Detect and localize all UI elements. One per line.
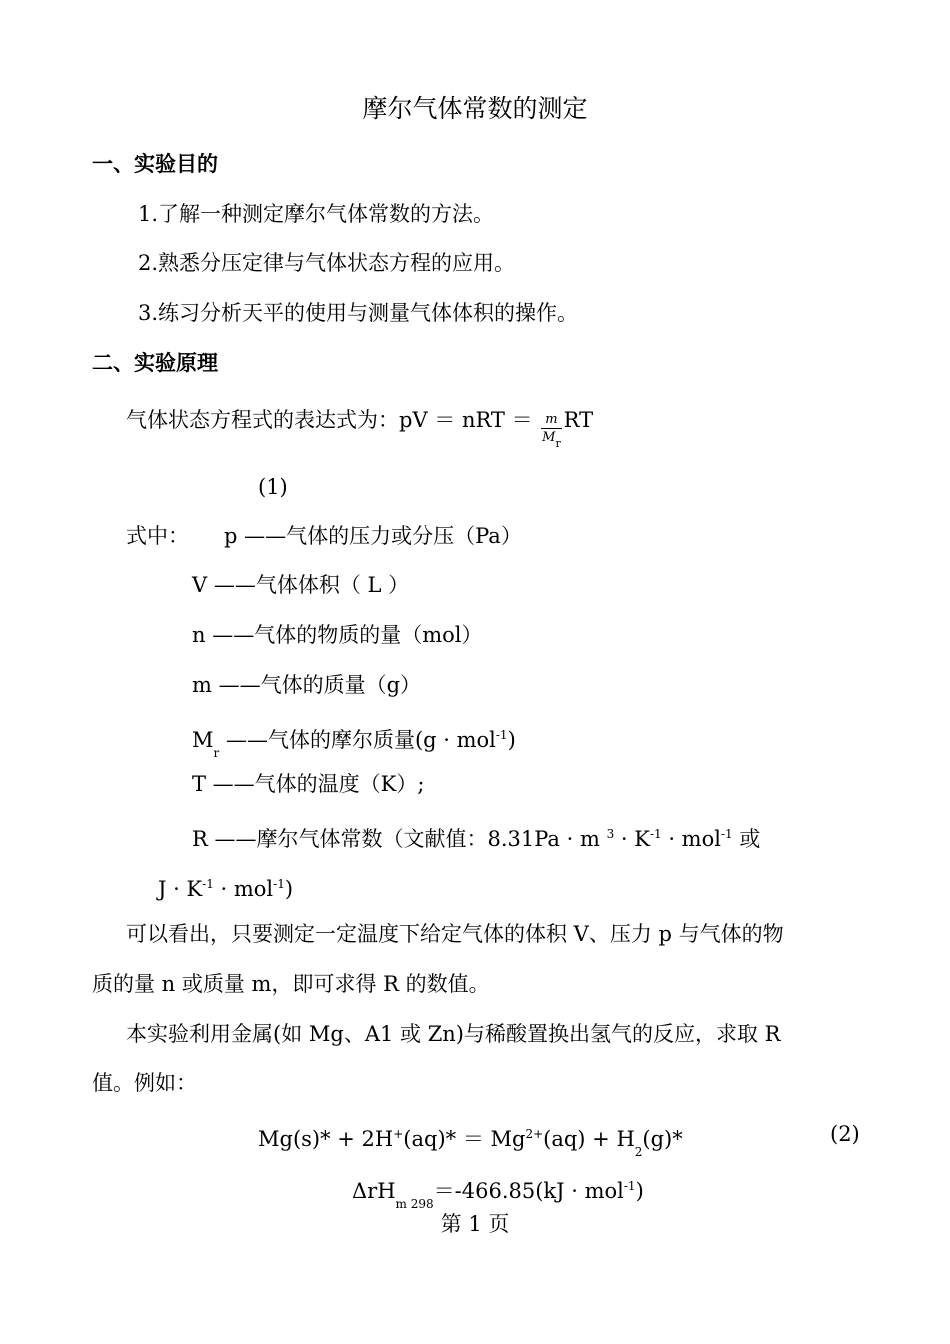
def-T: T ——气体的温度（K）; — [192, 772, 425, 796]
section-heading-purpose: 一、实验目的 — [92, 152, 218, 176]
gas-equation — [126, 404, 594, 450]
mass-over-molar-mass-fraction — [541, 412, 561, 450]
def-R: R ——摩尔气体常数（文献值：8.31Pa · m $^3 \cdot K^{-1} \cdot mol^{-1}$ 或 — [192, 827, 761, 851]
section-heading-principle: 二、实验原理 — [92, 351, 218, 375]
def-m: m ——气体的质量（g） — [192, 673, 422, 697]
enthalpy-equation: ΔrH$_{m 298}$＝-466.85(kJ · mol$^{-1}$) — [352, 1179, 644, 1211]
fraction-numerator: m — [541, 412, 561, 429]
gas-equation-suffix: RT — [563, 408, 594, 432]
gas-equation-prefix: 气体状态方程式的表达式为：pV ＝ nRT ＝ — [126, 408, 540, 432]
reaction-equation: $Mg(s)* + 2H^+(aq)* = Mg^{2+}(aq) + H_2(g)*$ — [258, 1127, 683, 1159]
paragraph-2-line-2: 值。例如： — [92, 1071, 197, 1095]
equation-1-label: (1) — [258, 475, 288, 499]
purpose-item-3: 3.练习分析天平的使用与测量气体体积的操作。 — [138, 301, 579, 325]
fraction-denominator: $M_r$ — [542, 430, 561, 450]
def-p: p ——气体的压力或分压（Pa） — [224, 524, 522, 548]
paragraph-1-line-1: 可以看出，只要测定一定温度下给定气体的体积 V、压力 p 与气体的物 — [126, 922, 784, 946]
def-V: V ——气体体积（ L ） — [192, 573, 410, 597]
paragraph-1-line-2: 质的量 n 或质量 m，即可求得 R 的数值。 — [92, 972, 490, 996]
page-title: 摩尔气体常数的测定 — [362, 94, 588, 123]
def-Mr: $M_r$ ——气体的摩尔质量(g · mol$^{-1}$) — [192, 728, 516, 760]
def-n: n ——气体的物质的量（mol） — [192, 623, 483, 647]
page-number: 第 1 页 — [440, 1212, 510, 1236]
paragraph-2-line-1: 本实验利用金属(如 Mg、A1 或 Zn)与稀酸置换出氢气的反应，求取 R — [126, 1022, 781, 1046]
purpose-item-1: 1.了解一种测定摩尔气体常数的方法。 — [138, 202, 495, 226]
equation-2-label: (2) — [830, 1122, 860, 1146]
purpose-item-2: 2.熟悉分压定律与气体状态方程的应用。 — [138, 251, 516, 275]
def-R-continued: $J \cdot K^{-1} \cdot mol^{-1}$) — [158, 877, 294, 901]
where-label: 式中： — [126, 524, 189, 548]
